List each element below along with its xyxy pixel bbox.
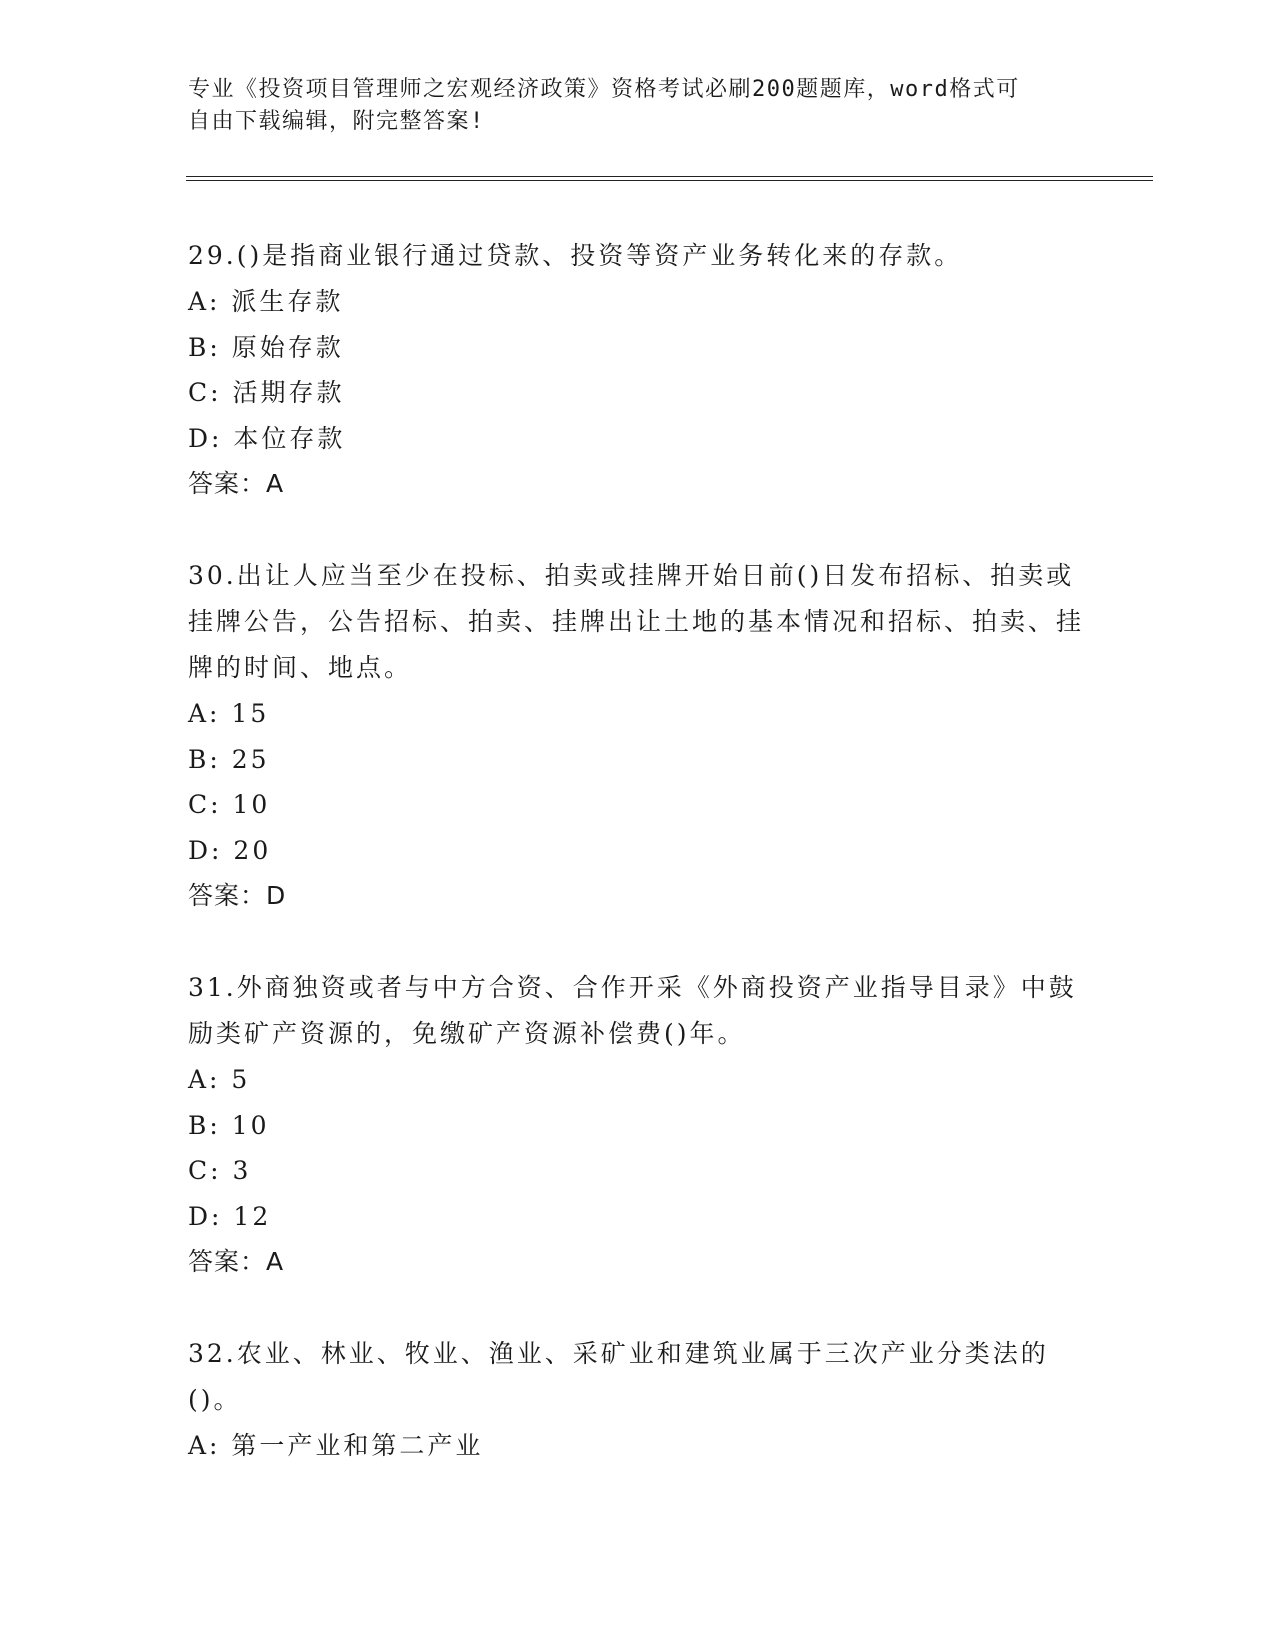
header-line-2: 自由下载编辑，附完整答案! [188, 109, 485, 134]
option-c: C: 活期存款 [188, 378, 345, 407]
question-stem: 30.出让人应当至少在投标、拍卖或挂牌开始日前()日发布招标、拍卖或挂牌公告，公告招标、拍卖、挂牌出让土地的基本情况和招标、拍卖、挂牌的时间、地点。 [188, 561, 1085, 682]
option-b: B: 原始存款 [188, 332, 344, 362]
option-d: D: 12 [188, 1201, 272, 1231]
answer-line: 答案：D [188, 881, 287, 910]
option-b: B: 10 [188, 1110, 270, 1140]
header-divider [186, 176, 1153, 181]
option-a: A: 第一产业和第二产业 [188, 1431, 484, 1460]
question-30 [188, 553, 1088, 919]
option-d: D: 本位存款 [188, 423, 346, 453]
document-header [188, 74, 1068, 138]
option-a: A: 15 [188, 699, 270, 728]
question-stem: 29.()是指商业银行通过贷款、投资等资产业务转化来的存款。 [188, 241, 963, 270]
question-stem: 31.外商独资或者与中方合资、合作开采《外商投资产业指导目录》中鼓励类矿产资源的，免缴矿产资源补偿费()年。 [188, 973, 1077, 1048]
question-29 [188, 233, 1088, 507]
answer-line: 答案：A [188, 469, 285, 498]
question-32 [188, 1331, 1088, 1469]
answer-line: 答案：A [188, 1247, 285, 1276]
option-b: B: 25 [188, 744, 270, 774]
option-d: D: 20 [188, 835, 272, 865]
question-list [188, 233, 1088, 1515]
option-a: A: 5 [188, 1065, 251, 1094]
option-c: C: 3 [188, 1156, 252, 1185]
option-a: A: 派生存款 [188, 287, 344, 316]
option-c: C: 10 [188, 790, 271, 819]
question-31 [188, 965, 1088, 1285]
question-stem: 32.农业、林业、牧业、渔业、采矿业和建筑业属于三次产业分类法的()。 [188, 1339, 1049, 1414]
header-line-1: 专业《投资项目管理师之宏观经济政策》资格考试必刷200题题库，word格式可 [188, 77, 1020, 102]
